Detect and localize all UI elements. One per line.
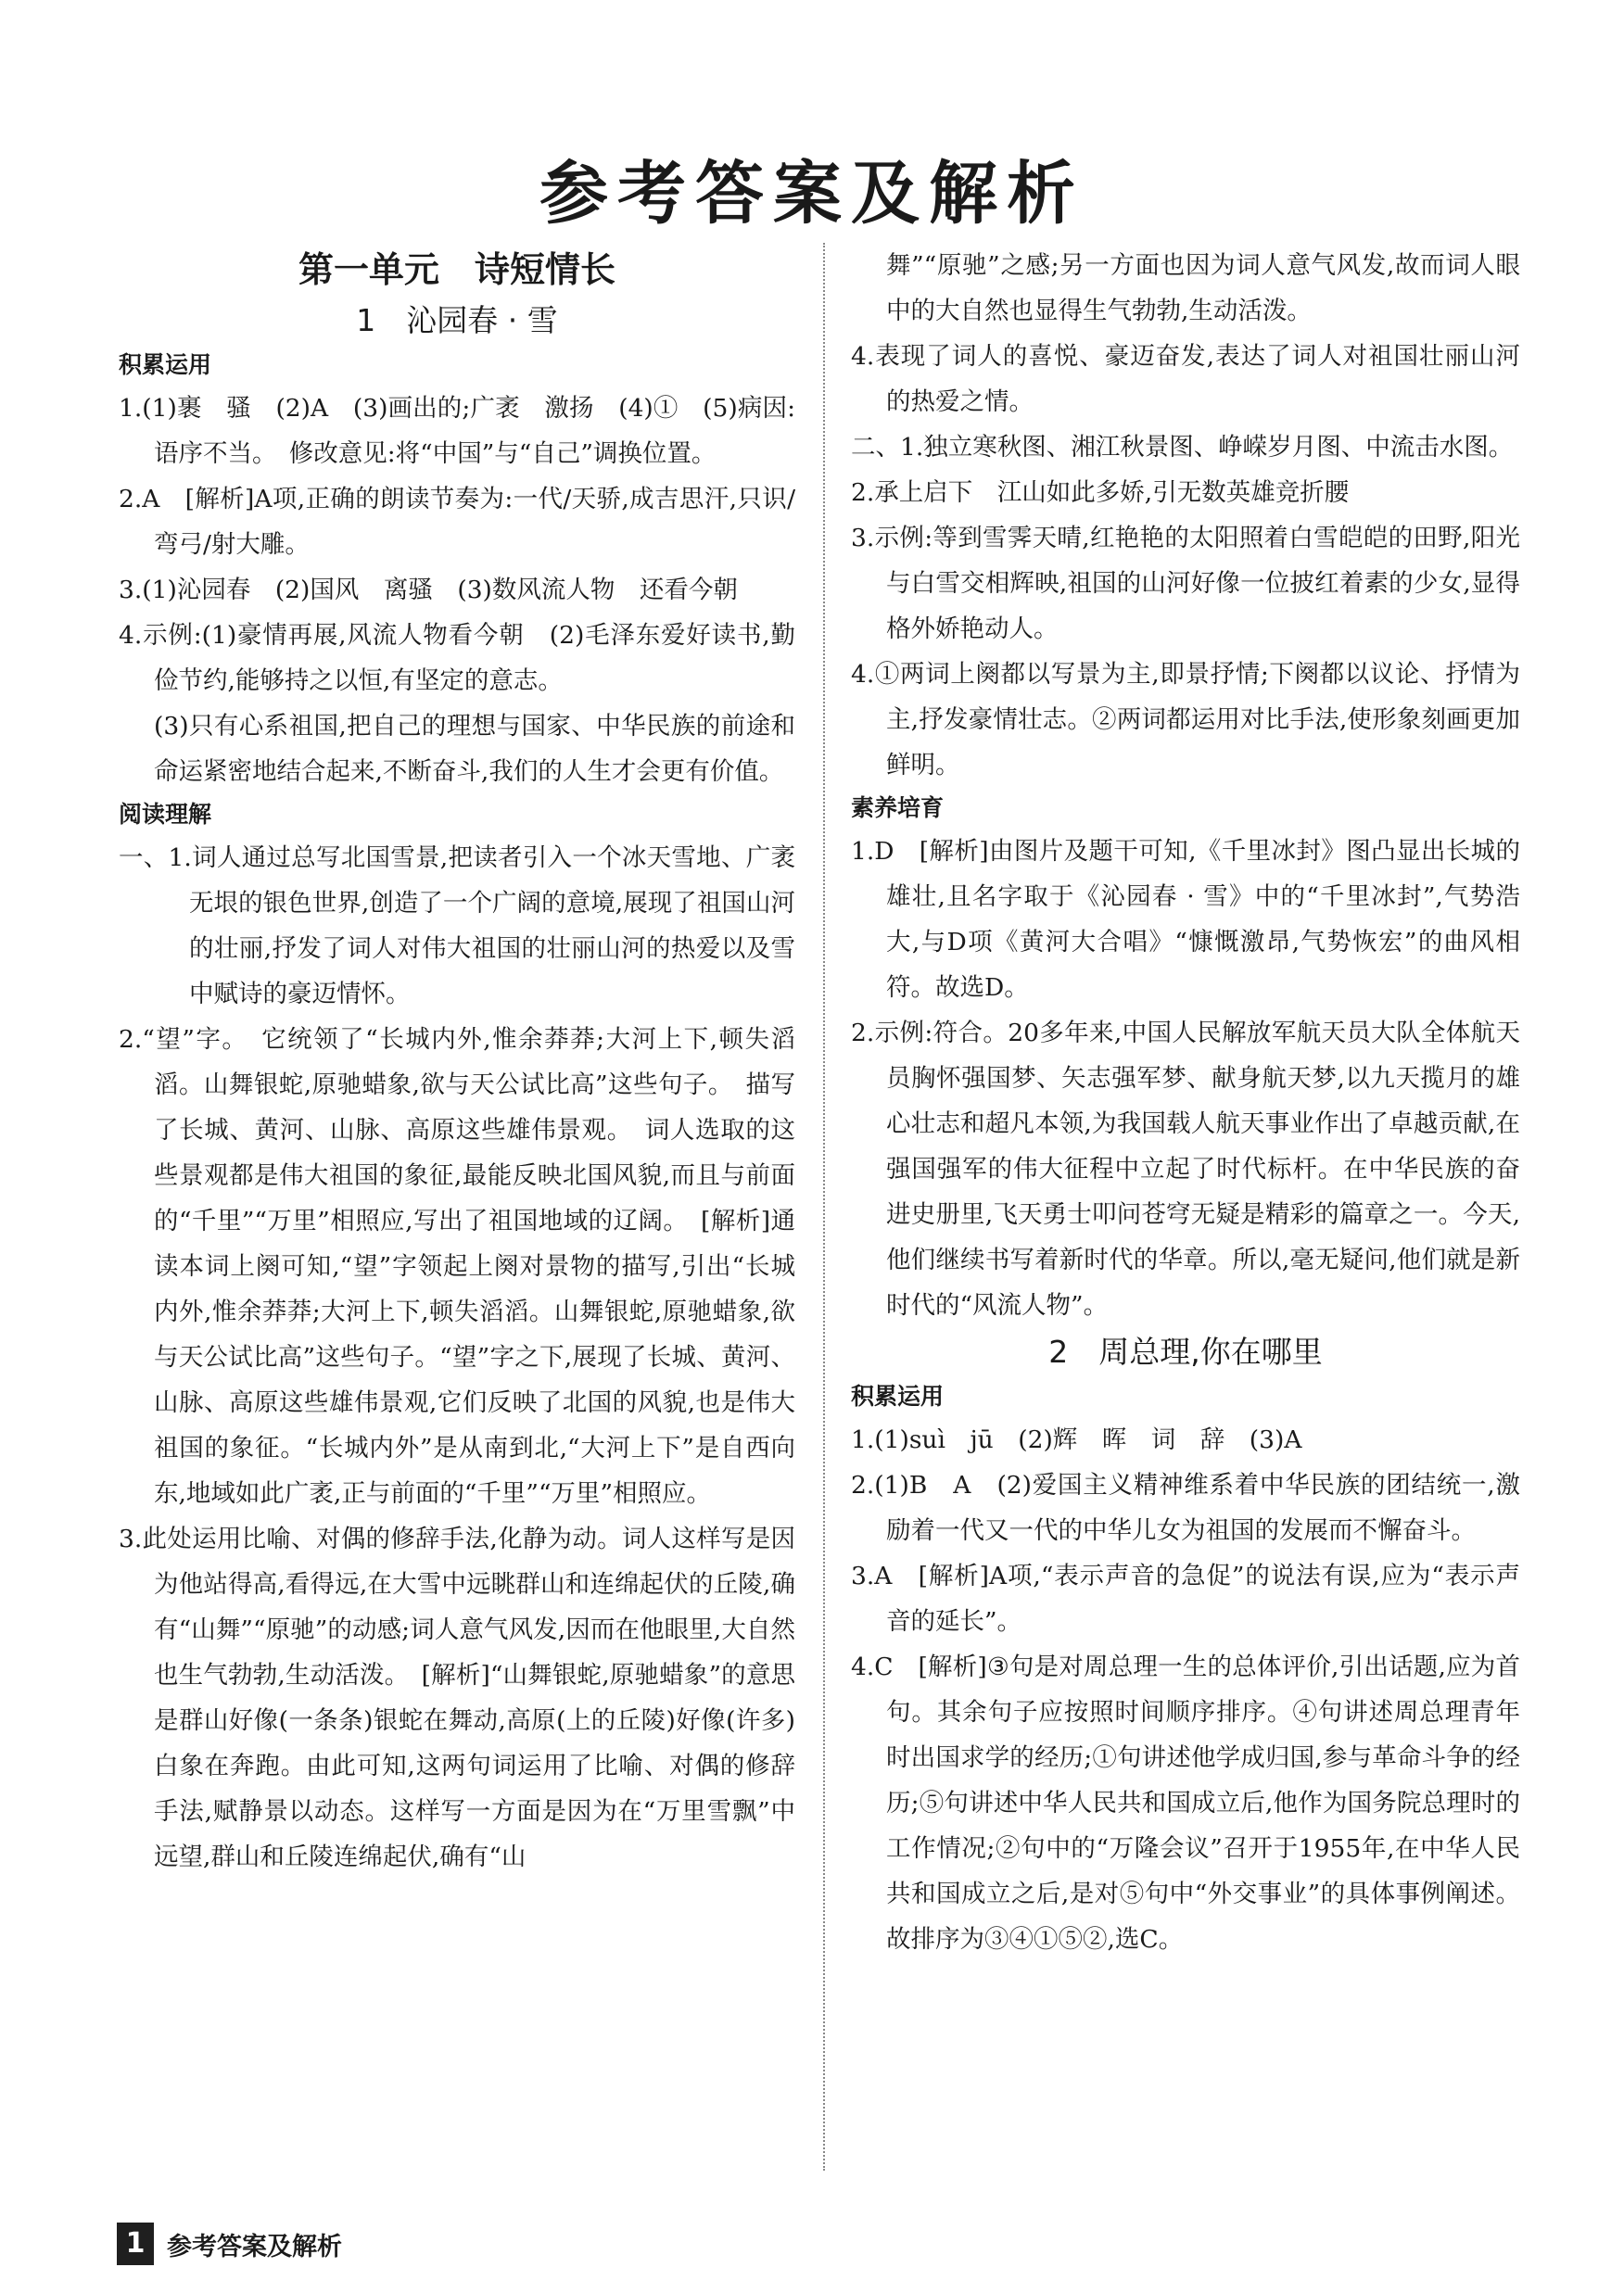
page-title: 参考答案及解析 <box>539 154 1085 234</box>
answer-item: 2.“望”字。 它统领了“长城内外,惟余莽莽;大河上下,顿失滔滔。山舞银蛇,原驰蜡象,欲与天公试比高”这些句子。 描写了长城、黄河、山脉、高原这些雄伟景观。 词人选取的这些景观都是伟大祖国的象征,最能反映北国风貌,而且与前面的“千里”“万里”相照应,写出了祖国地域的辽阔。 [解析]通读本词上阕可知,“望”字领起上阕对景物的描写,引出“长城内外,惟余莽莽;大河上下,顿失滔滔。山舞银蛇,原驰蜡象,欲与天公试比高”这些句子。“望”字之下,展现了长城、黄河、山脉、高原这些雄伟景观,它们反映了北国的风貌,也是伟大祖国的象征。“长城内外”是从南到北,“大河上下”是自西向东,地域如此广袤,正与前面的“千里”“万里”相照应。 <box>119 1025 795 1508</box>
answer-item: 3.此处运用比喻、对偶的修辞手法,化静为动。词人这样写是因为他站得高,看得远,在大雪中远眺群山和连绵起伏的丘陵,确有“山舞”“原驰”的动感;词人意气风发,因而在他眼里,大自然也生气勃勃,生动活泼。 [解析]“山舞银蛇,原驰蜡象”的意思是群山好像(一条条)银蛇在舞动,高原(上的丘陵)好像(许多)白象在奔跑。由此可知,这两句词运用了比喻、对偶的修辞手法,赋静景以动态。这样写一方面是因为在“万里雪飘”中远望,群山和丘陵连绵起伏,确有“山 <box>119 1525 795 1871</box>
answer-item: 4.表现了词人的喜悦、豪迈奋发,表达了词人对祖国壮丽山河的热爱之情。 <box>851 342 1520 416</box>
lesson-1-heading: 1 沁园春 · 雪 <box>356 302 558 338</box>
answer-item: 3.A [解析]A项,“表示声音的急促”的说法有误,应为“表示声音的延长”。 <box>851 1562 1520 1636</box>
answer-continuation: 舞”“原驰”之感;另一方面也因为词人意气风发,故而词人眼中的大自然也显得生气勃勃,生动活泼。 <box>886 251 1520 325</box>
lesson-2-heading: 2 周总理,你在哪里 <box>1048 1334 1323 1370</box>
footer-title: 参考答案及解析 <box>167 2232 342 2261</box>
section-heading-suyang: 素养培育 <box>851 794 945 821</box>
answer-item: 一、1.词人通过总写北国雪景,把读者引入一个冰天雪地、广袤无垠的银色世界,创造了一个广阔的意境,展现了祖国山河的壮丽,抒发了词人对伟大祖国的壮丽山河的热爱以及雪中赋诗的豪迈情怀。 <box>119 843 795 1008</box>
answer-item: 4.①两词上阕都以写景为主,即景抒情;下阕都以议论、抒情为主,抒发豪情壮志。②两词都运用对比手法,使形象刻画更加鲜明。 <box>851 660 1520 779</box>
answer-item: 二、1.独立寒秋图、湘江秋景图、峥嵘岁月图、中流击水图。 <box>851 433 1514 462</box>
answer-item: 2.示例:符合。20多年来,中国人民解放军航天员大队全体航天员胸怀强国梦、矢志强军梦、献身航天梦,以九天揽月的雄心壮志和超凡本领,为我国载人航天事业作出了卓越贡献,在强国强军的伟大征程中立起了时代标杆。在中华民族的奋进史册里,飞天勇士叩问苍穹无疑是精彩的篇章之一。今天,他们继续书写着新时代的华章。所以,毫无疑问,他们就是新时代的“风流人物”。 <box>851 1019 1520 1320</box>
left-column <box>119 243 795 1880</box>
answer-item: 2.A [解析]A项,正确的朗读节奏为:一代/天骄,成吉思汗,只识/弯弓/射大雕。 <box>119 485 795 559</box>
section-heading-jilei: 积累运用 <box>119 351 212 378</box>
answer-item: 1.(1)裹 骚 (2)A (3)画出的;广袤 激扬 (4)① (5)病因:语序不当。 修改意见:将“中国”与“自己”调换位置。 <box>119 394 795 468</box>
answer-continuation: (3)只有心系祖国,把自己的理想与国家、中华民族的前途和命运紧密地结合起来,不断奋斗,我们的人生才会更有价值。 <box>154 712 795 786</box>
answer-item: 3.(1)沁园春 (2)国风 离骚 (3)数风流人物 还看今朝 <box>119 576 738 604</box>
answer-item: 3.示例:等到雪霁天晴,红艳艳的太阳照着白雪皑皑的田野,阳光与白雪交相辉映,祖国的山河好像一位披红着素的少女,显得格外娇艳动人。 <box>851 524 1520 643</box>
answer-item: 1.(1)suì jū (2)辉 晖 词 辞 (3)A <box>851 1425 1302 1454</box>
column-divider <box>823 243 825 2171</box>
answer-item: 4.示例:(1)豪情再展,风流人物看今朝 (2)毛泽东爱好读书,勤俭节约,能够持之以恒,有坚定的意志。 <box>119 621 795 695</box>
answer-item: 1.D [解析]由图片及题干可知,《千里冰封》图凸显出长城的雄壮,且名字取于《沁园春 · 雪》中的“千里冰封”,气势浩大,与D项《黄河大合唱》“慷慨激昂,气势恢宏”的曲风相符。故选D。 <box>851 837 1520 1002</box>
answer-item: 2.承上启下 江山如此多娇,引无数英雄竞折腰 <box>851 478 1350 507</box>
answer-item: 2.(1)B A (2)爱国主义精神维系着中华民族的团结统一,激励着一代又一代的中华儿女为祖国的发展而不懈奋斗。 <box>851 1471 1520 1545</box>
answer-item: 4.C [解析]③句是对周总理一生的总体评价,引出话题,应为首句。其余句子应按照时间顺序排序。④句讲述周总理青年时出国求学的经历;①句讲述他学成归国,参与革命斗争的经历;⑤句讲述中华人民共和国成立后,他作为国务院总理时的工作情况;②句中的“万隆会议”召开于1955年,在中华人民共和国成立之后,是对⑤句中“外交事业”的具体事例阐述。故排序为③④①⑤②,选C。 <box>851 1653 1520 1954</box>
section-heading-yuedu: 阅读理解 <box>119 801 212 828</box>
page-footer <box>117 2223 342 2265</box>
section-heading-jilei-2: 积累运用 <box>851 1383 945 1410</box>
right-column <box>851 243 1520 1962</box>
unit-heading: 第一单元 诗短情长 <box>298 249 615 290</box>
page-number: 1 <box>117 2223 154 2265</box>
